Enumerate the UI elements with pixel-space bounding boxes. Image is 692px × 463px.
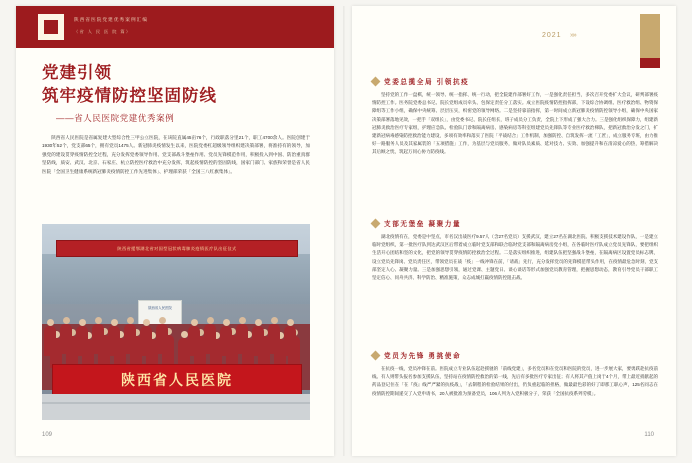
- section-2-paragraph-1: 湖北疫情有在，党委是中坚点，市名汉出战医疗9.57人（含27名党员）支援武汉，建立27名在湖北医院、积极支援技术建设作队，一是建立临时党组织，第一批医疗队到达武汉区后带着成立临时党支部和联合临时党支部和隔离病房党小组，在各临时医疗队成立党员先锋队，要把组织生活开心团结和坚的文化，把党的领导贯穿疫情防控救治全过程。二是落实组织推进，组建队伍把坚强战斗堡垒，在隔离病区设置党员标志牌，设立党员先锋岗、党员责任区，带领党员在战「疫」一线冲锋在前，「请战」先行，充分发挥党员的先锋模范带头作用，在疫情最危急时刻，党支部坚定人心、凝聚力量。三是加强思想引领，通过党课、主题党日、谈心谈话等形式加强党员教育管理，把握思想动态，教育引导党员干部职工坚定信心、同舟共济、科学防治、精准施策，众志成城打赢疫情防控阻击战。: [372, 234, 658, 281]
- right-page: [352, 6, 676, 456]
- event-photo: [42, 224, 310, 420]
- header-title-line1: 陕西省医院党建优秀案例汇编: [74, 17, 149, 22]
- photo-top-banner: 陕西省援鄂湖北省对国型冠状病毒肺炎疫情医疗队出征仪式: [56, 240, 298, 257]
- section-2-header: [372, 218, 658, 228]
- left-paragraph-1: 陕西省人民医院是省属复建大型综合性三甲公立医院，在该院直属45亩76个，行政职落分里21个，职工4700余人。医院创建于1930年52个，党支部65个，拥有党员1475人。新冠肺炎疫情发生以来，医院党委杠超级领导组织建决策部署，将淮持有的领导，加强党的建设贯穿疫情防控全过程，充分发挥党委领导作用、党支部战斗堡垒作用、党员先锋模范作用，积极投入到中国、防治重真群坚防线，质安、武汉、北京、石家庄、杭立防控医疗救治中充分发挥，筑起疫情防控的坚固防线，国家门部门、家族和荣誉是省人民医院「全国卫生健康系统新冠肺炎疫情防控工作先进集体」、护理部荣获「全国三八红旗集体」。: [42, 135, 310, 174]
- section-3-body: [372, 365, 658, 398]
- photo-ground: [42, 394, 310, 420]
- left-page-number: 109: [42, 432, 53, 438]
- right-page-corner-block: [640, 14, 660, 58]
- section-1-header: [372, 76, 658, 86]
- section-3-title: 党员为先锋 勇挑使命: [384, 353, 462, 360]
- header-title-line2: （省 人 民 医 院 篇）: [74, 29, 132, 34]
- diamond-bullet-icon: [371, 350, 381, 360]
- page-title-line2: 筑牢疫情防控坚固防线: [42, 87, 217, 105]
- section-3-paragraph-1: 在抗疫一线，党员冲锋在前。医院成立专业队伍起赴援驰的「前线党建」，多名党员和在党员和医院的党员，进一步展大家，要勇跃赴抗疫前线。有人则带头报名参加支援队伍，坚持站在疫情防控救治的第一线，先后有多批医疗专家出征；有人将其产值上岗于4个月，带上最近捐献起的药品登记住在「在『疫』线严严紧的抗疫战」，「去制程的检验结果的付出，仍负重起临的担格，做最最色彩的好了即那工职心声，125名同志在疫情防控期间递交了入党申请书，20人被批准为预备党员，106人列为入党积极分子，荣获「全国抗疫系列劳模」。: [372, 366, 658, 396]
- left-page-body: [42, 134, 310, 181]
- section-1-body: [372, 91, 658, 157]
- section-2: [372, 218, 658, 286]
- page-title: [42, 62, 312, 108]
- photo-placard: 陕西省人民医院: [138, 300, 182, 326]
- page-title-line1: 党建引领: [42, 64, 112, 82]
- right-page-arrows: »»: [570, 32, 576, 39]
- section-3-header: [372, 350, 658, 360]
- right-page-number: 110: [644, 432, 654, 438]
- photo-red-banner-text: 陕西省人民医院: [52, 364, 302, 396]
- logo-mark-icon: [38, 14, 64, 40]
- left-page-header-bar: [16, 6, 334, 48]
- section-3: [372, 350, 658, 402]
- page-subtitle: ——省人民医院党建优秀案例: [56, 113, 175, 123]
- photo-building: [42, 254, 310, 304]
- left-page: [16, 6, 334, 456]
- diamond-bullet-icon: [371, 218, 381, 228]
- section-2-body: [372, 233, 658, 282]
- section-1-title: 党委总揽全局 引领抗疫: [384, 79, 470, 86]
- diamond-bullet-icon: [371, 76, 381, 86]
- section-1: [372, 76, 658, 161]
- right-page-year: 2021: [542, 32, 562, 39]
- book-spine: [343, 6, 345, 456]
- section-2-title: 支部无堡垒 凝聚力量: [384, 221, 462, 228]
- section-1-paragraph-1: 坚持党的工作一盘棋，统一领导、统一指挥、统一行动，把全院建作部署好工作，一是强化责任担当，多次召开党委扩大会议，研判部署疫情防控工作。医务院党委总书记、院长党组成员牵头、包保定责任分工落实。成立医院疫情防控指挥部，下设综合协调组、医疗救治组、物资保障组等工作小组，确保中央统筹、层层压实，织密党的领导网络。二是坚持靠前指挥，第一时间成立新冠肺炎疫情防控领导小组，确保中央国家决策部署落地见效，一把手「双组长」，由党委书记、院长任组长，班子成员分工负责，全院上下形成了强大合力。三是强化组织保障力，组建新冠肺炎救治医疗专家组，护理应急队、检验队门诊和隔离病房、感染病房等科室组建党员先锋队等专业医疗救治梯队，把新冠救治分发之门，扩建新冠病毒感染防控救治能力建设，多项有效率和落实了医院「平战结合」工作机制，加强防控、自筑发挥一流「工匠」，成立服务专班，由力推好一路服务人员及其家属装的「五项措施」工作，为基层与党员服务，做对队员素质、延对技力、实效、加强提升和在清凉爱心的热，筹措解决其后顾之忧，筑起万同心协力防疫线。: [372, 92, 658, 155]
